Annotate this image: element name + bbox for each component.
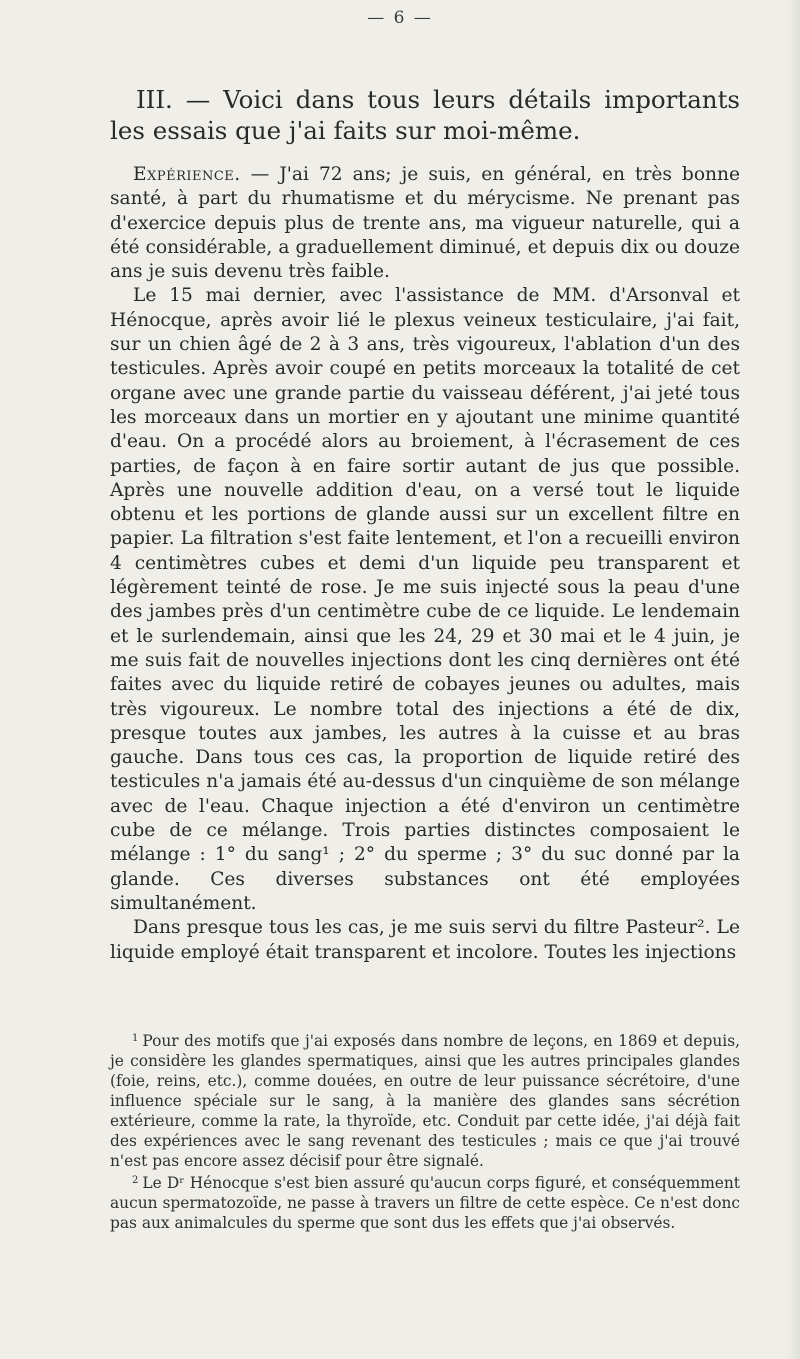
- footnote-1: [110, 1029, 740, 1171]
- footnote-2-text: Le Dʳ Hénocque s'est bien assuré qu'aucun corps figuré, et conséquemment aucun spermatozoïde, ne passe à travers un filtre de cette espèce. Ce n'est donc pas aux animalcules du sperme que sont dus les effets que j'ai observés.: [110, 1174, 740, 1232]
- body-text: [110, 163, 740, 965]
- footnote-2-mark: 2: [132, 1175, 139, 1186]
- footnote-1-text: Pour des motifs que j'ai exposés dans nombre de leçons, en 1869 et depuis, je considère les glandes spermatiques, ainsi que les autres principales glandes (foie, reins, etc.), comme douées, en outre de leur puissance sécrétoire, d'une influence spéciale sur le sang, à la manière des glandes sans sécrétion extérieure, comme la rate, la thyroïde, etc. Conduit par cette idée, j'ai déjà fait des expériences avec le sang revenant des testicules ; mais ce que j'ai trouvé n'est pas encore assez décisif pour être signalé.: [110, 1032, 740, 1170]
- page-number: — 6 —: [367, 8, 433, 28]
- footnote-2: [110, 1171, 740, 1233]
- experience-lead: Expérience.: [133, 164, 241, 185]
- paragraph-filter: Dans presque tous les cas, je me suis servi du filtre Pasteur². Le liquide employé était transparent et incolore. Toutes les injections: [110, 917, 740, 963]
- section-heading: III. — Voici dans tous leurs détails importants les essais que j'ai faits sur moi-même.: [110, 85, 740, 145]
- footnote-divider: [110, 1021, 740, 1022]
- paragraph-experience: [110, 163, 740, 284]
- footnote-1-mark: 1: [132, 1033, 139, 1044]
- footnotes: [110, 1029, 740, 1233]
- experience-text: — J'ai 72 ans; je suis, en général, en très bonne santé, à part du rhumatisme et du mérycisme. Ne prenant pas d'exercice depuis plus de trente ans, ma vigueur naturelle, qui a été considérable, a graduellement diminué, et depuis dix ou douze ans je suis devenu très faible.: [110, 164, 740, 283]
- paragraph-procedure: Le 15 mai dernier, avec l'assistance de MM. d'Arsonval et Hénocque, après avoir lié le plexus veineux testiculaire, j'ai fait, sur un chien âgé de 2 à 3 ans, très vigoureux, l'ablation d'un des testicules. Après avoir coupé en petits morceaux la totalité de cet organe avec une grande partie du vaisseau déférent, j'ai jeté tous les morceaux dans un mortier en y ajoutant une minime quantité d'eau. On a procédé alors au broiement, à l'écrasement de ces parties, de façon à en faire sortir autant de jus que possible. Après une nouvelle addition d'eau, on a versé tout le liquide obtenu et les portions de glande aussi sur un excellent filtre en papier. La filtration s'est faite lentement, et l'on a recueilli environ 4 centimètres cubes et demi d'un liquide peu transparent et légèrement teinté de rose. Je me suis injecté sous la peau d'une des jambes près d'un centimètre cube de ce liquide. Le lendemain et le surlendemain, ainsi que les 24, 29 et 30 mai et le 4 juin, je me suis fait de nouvelles injections dont les cinq dernières ont été faites avec du liquide retiré de cobayes jeunes ou adultes, mais très vigoureux. Le nombre total des injections a été de dix, presque toutes aux jambes, les autres à la cuisse et au bras gauche. Dans tous ces cas, la proportion de liquide retiré des testicules n'a jamais été au-dessus d'un cinquième de son mélange avec de l'eau. Chaque injection a été d'environ un centimètre cube de ce mélange. Trois parties distinctes composaient le mélange : 1° du sang¹ ; 2° du sperme ; 3° du suc donné par la glande. Ces diverses substances ont été employées simultanément.: [110, 285, 740, 914]
- page-edge-shadow: [786, 0, 800, 1359]
